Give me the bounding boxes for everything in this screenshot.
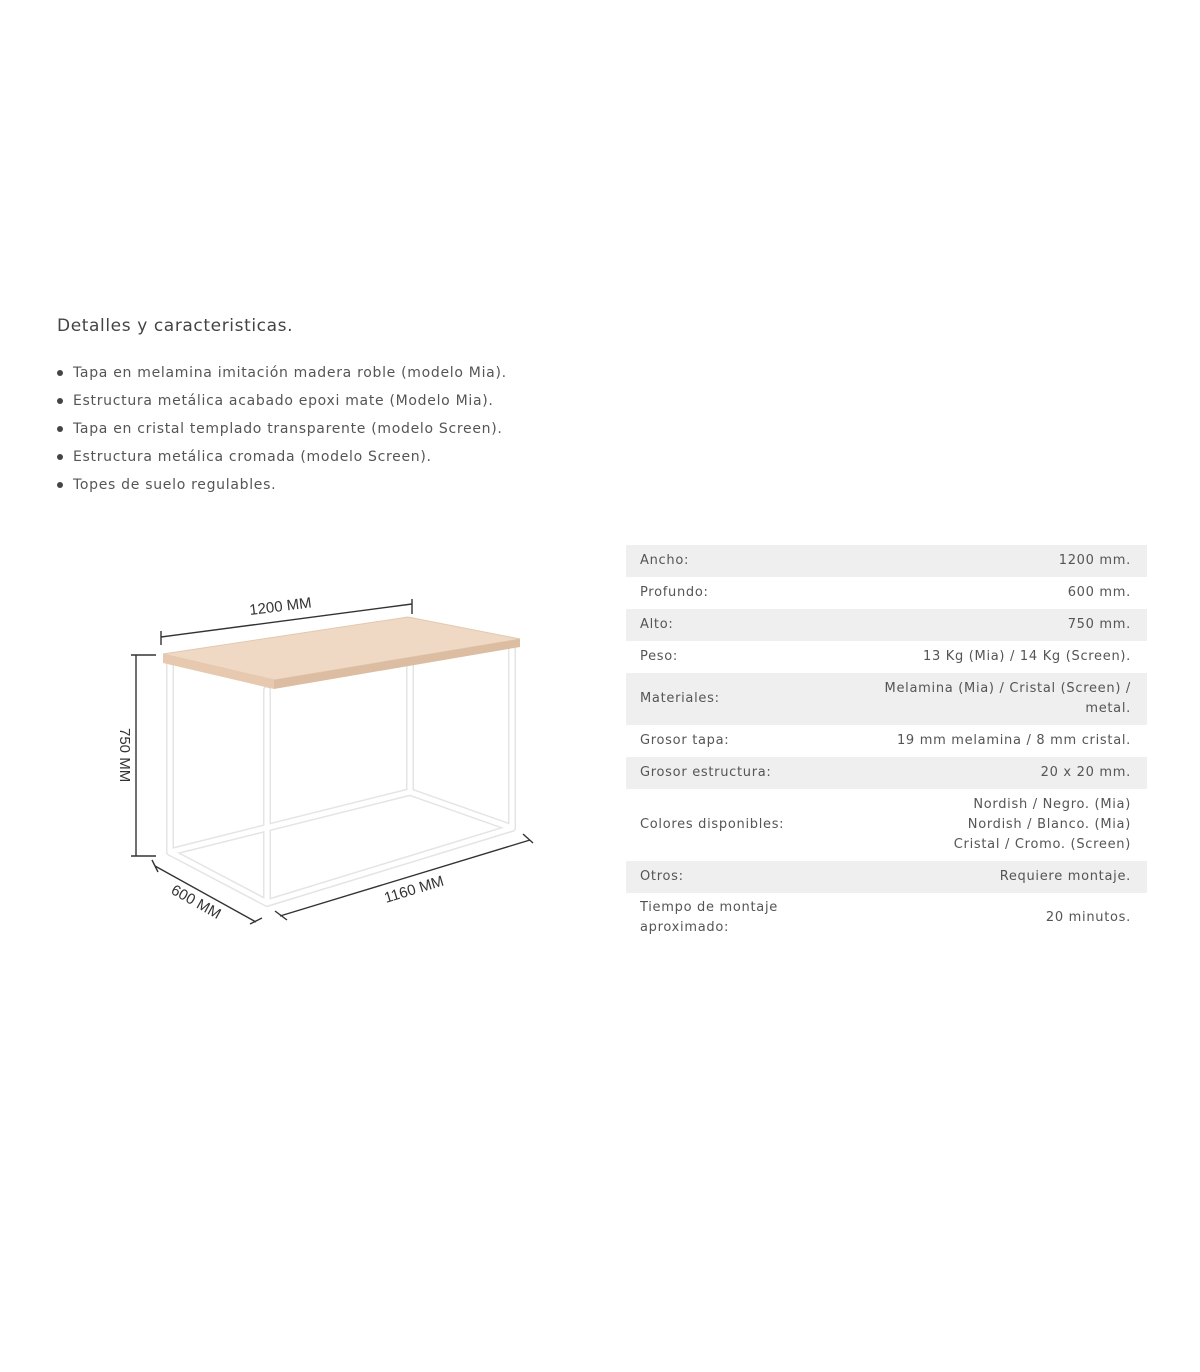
- spec-value: 19 mm melamina / 8 mm cristal.: [896, 733, 1131, 748]
- spec-value-line: Nordish / Negro. (Mia): [973, 797, 1131, 812]
- spec-value-line: metal.: [1085, 701, 1131, 716]
- spec-value: Requiere montaje.: [866, 861, 1147, 893]
- feature-item: Estructura metálica acabado epoxi mate (Modelo Mia).: [57, 390, 507, 418]
- spec-label-line: aproximado:: [640, 920, 730, 935]
- feature-item: Tapa en cristal templado transparente (modelo Screen).: [57, 418, 507, 446]
- table-row: [626, 757, 1147, 789]
- spec-value: [866, 673, 1147, 725]
- spec-label: Grosor estructura:: [626, 757, 866, 789]
- table-frame: [170, 650, 512, 903]
- depth-dimension-label: 600 MM: [168, 881, 224, 923]
- spec-label: Colores disponibles:: [640, 817, 785, 832]
- table-row: [626, 577, 1147, 609]
- spec-value-line: Cristal / Cromo. (Screen): [953, 837, 1131, 852]
- spec-label: Profundo:: [640, 585, 709, 600]
- height-dimension-label: 750 MM: [116, 728, 133, 783]
- spec-value: 20 minutos.: [1045, 910, 1131, 925]
- table-row: [626, 861, 1147, 893]
- spec-value: 20 x 20 mm.: [866, 757, 1147, 789]
- table-row: [626, 673, 1147, 725]
- spec-label: Grosor tapa:: [640, 733, 730, 748]
- table-top: [163, 617, 520, 689]
- section-title: Detalles y caracteristicas.: [57, 316, 294, 336]
- table-row: [626, 609, 1147, 641]
- spec-value-line: Melamina (Mia) / Cristal (Screen) /: [884, 681, 1131, 696]
- spec-value: [866, 789, 1147, 861]
- features-list: [57, 362, 507, 502]
- feature-item: Estructura metálica cromada (modelo Screen).: [57, 446, 507, 474]
- spec-label: [626, 893, 866, 943]
- spec-value: 750 mm.: [866, 609, 1147, 641]
- table-row: [626, 893, 1147, 943]
- spec-value: 1200 mm.: [866, 545, 1147, 577]
- spec-value: 13 Kg (Mia) / 14 Kg (Screen).: [922, 649, 1131, 664]
- table-row: [626, 545, 1147, 577]
- feature-item: Topes de suelo regulables.: [57, 474, 507, 502]
- spec-value-line: Nordish / Blanco. (Mia): [967, 817, 1131, 832]
- specifications-table: [626, 545, 1147, 943]
- spec-label-line: Tiempo de montaje: [640, 900, 778, 915]
- table-row: [626, 789, 1147, 861]
- table-row: [626, 641, 1147, 673]
- length-dimension-label: 1160 MM: [382, 872, 446, 907]
- width-dimension-label: 1200 MM: [248, 594, 313, 619]
- table-row: [626, 725, 1147, 757]
- feature-item: Tapa en melamina imitación madera roble (modelo Mia).: [57, 362, 507, 390]
- spec-label: Ancho:: [626, 545, 866, 577]
- spec-label: Otros:: [626, 861, 866, 893]
- spec-label: Peso:: [640, 649, 678, 664]
- spec-label: Alto:: [626, 609, 866, 641]
- table-dimensions-diagram: [100, 590, 550, 940]
- spec-label: Materiales:: [626, 673, 866, 725]
- spec-value: 600 mm.: [1067, 585, 1131, 600]
